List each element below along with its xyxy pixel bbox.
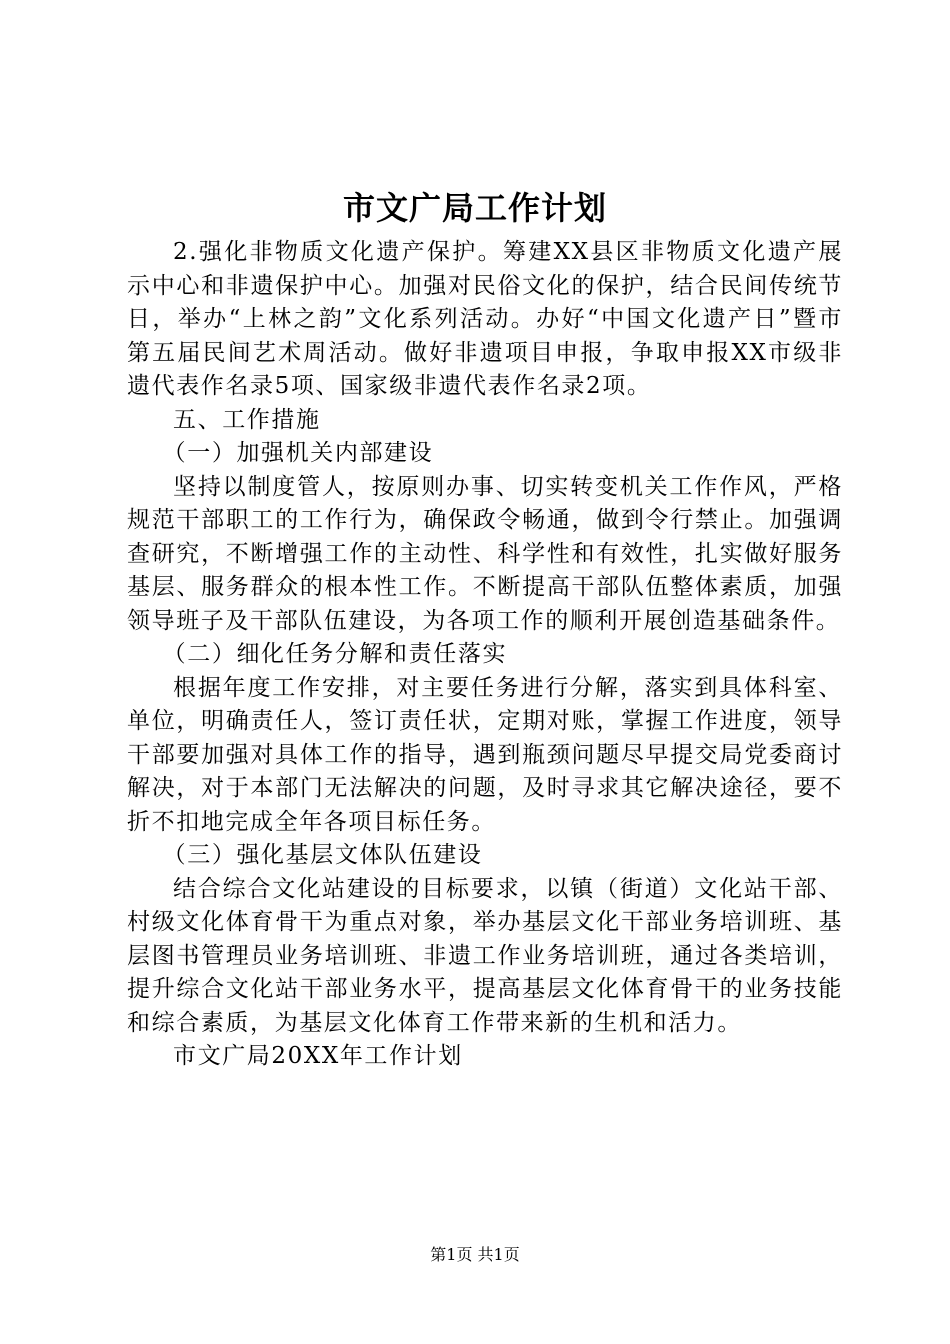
- page-footer: 第1页 共1页: [430, 1245, 520, 1264]
- paragraph-grassroots-team: 结合综合文化站建设的目标要求，以镇（街道）文化站干部、村级文化体育骨干为重点对象，举办基层文化干部业务培训班、基层图书管理员业务培训班、非遗工作业务培训班，通过各类培训，提升综合文化站干部业务水平，提高基层文化体育骨干的业务技能和综合素质，为基层文化体育工作带来新的生机和活力。: [127, 875, 843, 1036]
- subsection-heading-2: （二）细化任务分解和责任落实: [162, 641, 508, 667]
- paragraph-task-breakdown: 根据年度工作安排，对主要任务进行分解，落实到具体科室、单位，明确责任人，签订责任状，定期对账，掌握工作进度，领导干部要加强对具体工作的指导，遇到瓶颈问题尽早提交局党委商讨解决，对于本部门无法解决的问题，及时寻求其它解决途径，要不折不扣地完成全年各项目标任务。: [127, 674, 843, 835]
- paragraph-intangible-heritage: 2.强化非物质文化遗产保护。筹建XX县区非物质文化遗产展示中心和非遗保护中心。加强对民俗文化的保护，结合民间传统节日，举办“上林之韵”文化系列活动。办好“中国文化遗产日”暨市第五届民间艺术周活动。做好非遗项目申报，争取申报XX市级非遗代表作名录5项、国家级非遗代表作名录2项。: [127, 239, 843, 399]
- paragraph-internal-construction: 坚持以制度管人，按原则办事、切实转变机关工作作风，严格规范干部职工的工作行为，确保政令畅通，做到令行禁止。加强调查研究，不断增强工作的主动性、科学性和有效性，扎实做好服务基层、服务群众的根本性工作。不断提高干部队伍整体素质，加强领导班子及干部队伍建设，为各项工作的顺利开展创造基础条件。: [127, 473, 843, 634]
- subsection-heading-1: （一）加强机关内部建设: [162, 440, 434, 466]
- subsection-heading-3: （三）强化基层文体队伍建设: [162, 842, 483, 868]
- closing-line: 市文广局20XX年工作计划: [173, 1043, 463, 1069]
- section-heading-work-measures: 五、工作措施: [173, 406, 321, 433]
- document-body: [127, 236, 843, 1074]
- document-title: 市文广局工作计划: [342, 189, 607, 227]
